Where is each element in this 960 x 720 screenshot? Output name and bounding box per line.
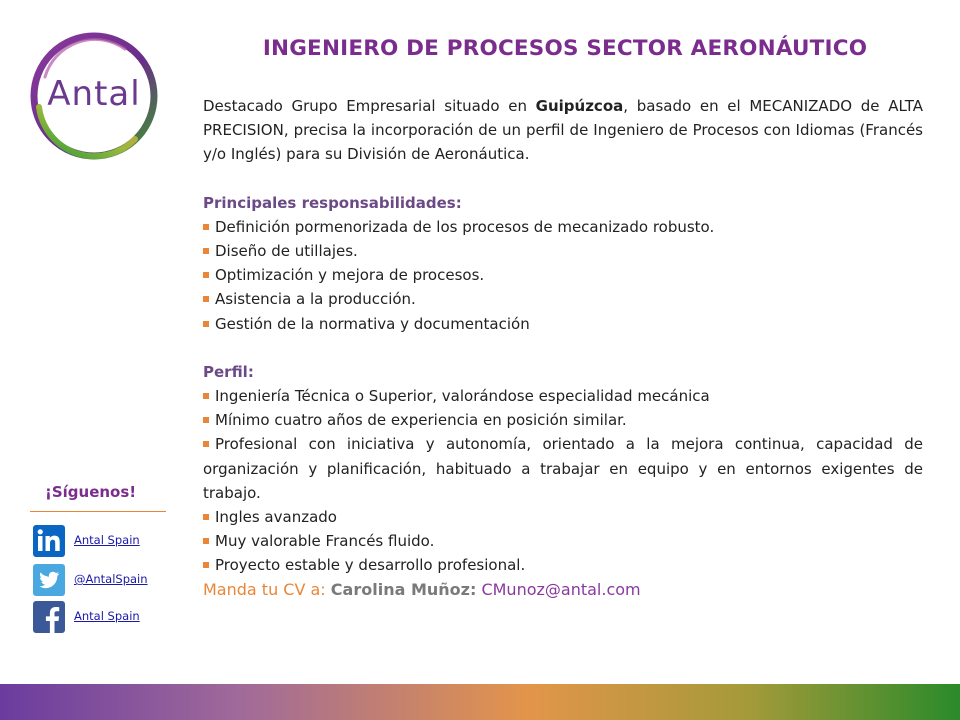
responsibility-text: Definición pormenorizada de los procesos de mecanizado robusto. [215, 217, 715, 236]
responsibility-text: Diseño de utillajes. [215, 242, 358, 261]
facebook-icon[interactable] [33, 601, 65, 633]
social-twitter [33, 564, 173, 596]
bullet-icon [203, 248, 209, 254]
linkedin-link[interactable]: Antal Spain [74, 533, 140, 547]
bullet-icon [203, 562, 209, 568]
responsibility-text: Optimización y mejora de procesos. [215, 266, 485, 285]
profile-item [203, 553, 923, 577]
linkedin-icon[interactable] [33, 525, 65, 557]
bullet-icon [203, 514, 209, 520]
responsibility-text: Asistencia a la producción. [215, 290, 416, 309]
responsibility-item [203, 263, 923, 287]
profile-text: Mínimo cuatro años de experiencia en posición similar. [215, 411, 627, 430]
profile-item [203, 432, 923, 505]
contact-email[interactable]: CMunoz@antal.com [481, 579, 641, 599]
profile-text: Muy valorable Francés fluido. [215, 532, 435, 551]
bullet-icon [203, 224, 209, 230]
responsibilities-heading: Principales responsabilidades: [203, 193, 462, 212]
profile-text: Profesional con iniciativa y autonomía, orientado a la mejora continua, capacidad de organización y planificación, habituado a trabajar en equipo y en entornos exigentes de trabajo. [203, 435, 923, 502]
antal-logo [25, 27, 163, 165]
profile-heading: Perfil: [203, 362, 254, 381]
twitter-icon[interactable] [33, 564, 65, 596]
job-description [203, 94, 923, 602]
follow-us-heading: ¡Síguenos! [45, 483, 137, 501]
social-linkedin [33, 525, 173, 557]
logo-text: Antal [47, 74, 141, 114]
contact-label: Manda tu CV a: [203, 579, 326, 599]
bullet-icon [203, 296, 209, 302]
bullet-icon [203, 393, 209, 399]
profile-item [203, 408, 923, 432]
bullet-icon [203, 441, 209, 447]
contact-line [203, 578, 923, 602]
intro-location: Guipúzcoa [535, 97, 624, 115]
responsibility-item [203, 287, 923, 311]
bullet-icon [203, 417, 209, 423]
facebook-link[interactable]: Antal Spain [74, 609, 140, 623]
bullet-icon [203, 538, 209, 544]
profile-item [203, 384, 923, 408]
social-facebook [33, 601, 173, 633]
footer-gradient-bar [0, 684, 960, 720]
contact-name: Carolina Muñoz: [330, 579, 477, 599]
profile-text: Proyecto estable y desarrollo profesional. [215, 556, 526, 575]
responsibility-text: Gestión de la normativa y documentación [215, 314, 530, 333]
responsibility-item [203, 239, 923, 263]
responsibility-item [203, 215, 923, 239]
twitter-link[interactable]: @AntalSpain [74, 572, 148, 586]
bullet-icon [203, 272, 209, 278]
profile-item [203, 529, 923, 553]
intro-paragraph [203, 94, 923, 167]
page-title: INGENIERO DE PROCESOS SECTOR AERONÁUTICO [262, 36, 868, 61]
bullet-icon [203, 321, 209, 327]
profile-text: Ingles avanzado [215, 508, 337, 527]
responsibility-item [203, 312, 923, 336]
profile-item [203, 505, 923, 529]
intro-text-start: Destacado Grupo Empresarial situado en [203, 97, 536, 115]
profile-text: Ingeniería Técnica o Superior, valorándose especialidad mecánica [215, 387, 710, 406]
divider [30, 511, 166, 512]
intro-text-end: , basado en el MECANIZADO de ALTA PRECISION, precisa la incorporación de un perfil de Ingeniero de Procesos con Idiomas (Francés y/o Inglés) para su División de Aeronáutica. [203, 97, 924, 164]
